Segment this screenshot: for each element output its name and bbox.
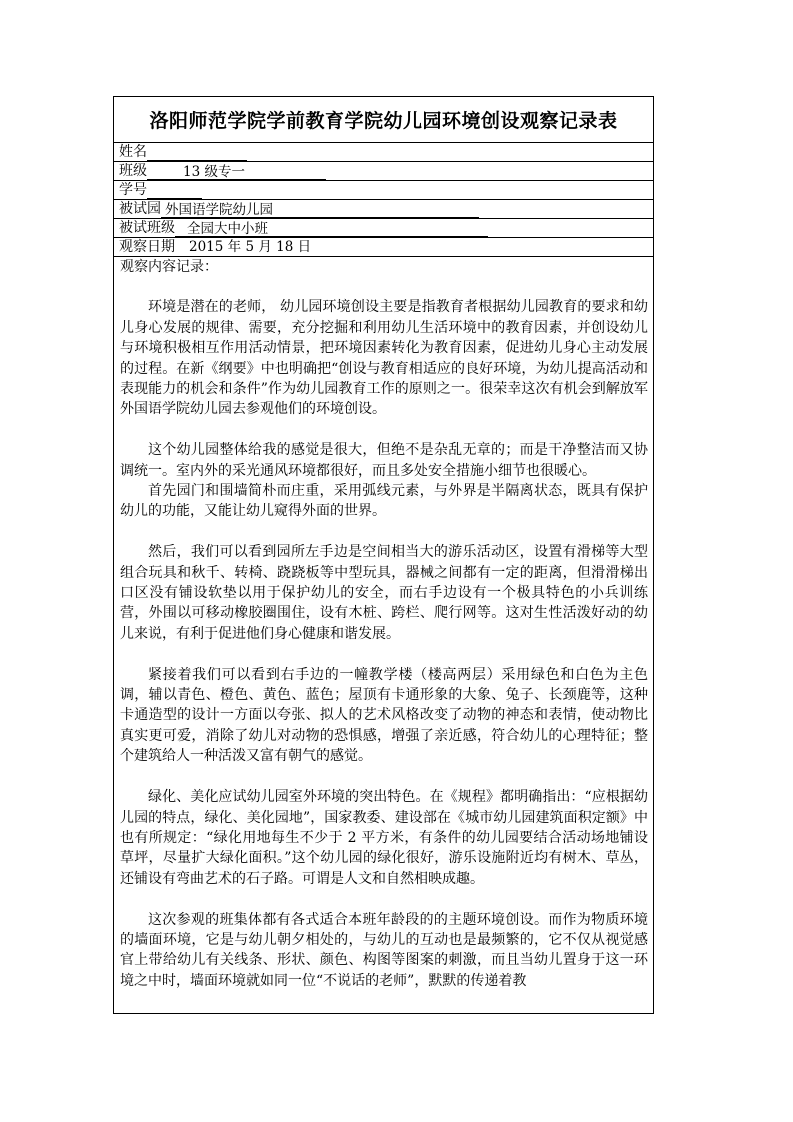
notes-paragraph: 绿化、美化应试幼儿园室外环境的突出特色。在《规程》都明确指出：“应根据幼儿园的特点，绿化、美化园地”，国家教委、建设部在《城市幼儿园建筑面积定额》中也有所规定：“绿化用地每生不少于 2 平方米，有条件的幼儿园要结合活动场地铺设草坪，尽量扩大绿化面积。”这个幼儿园的绿化很好，游乐设施附近均有树木、草丛，还铺设有弯曲艺术的石子路。可谓是人文和自然相映成趣。	[120, 789, 648, 887]
notes-paragraph: 环境是潜在的老师， 幼儿园环境创设主要是指教育者根据幼儿园教育的要求和幼儿身心发展的规律、需要，充分挖掘和利用幼儿生活环境中的教育因素，并创设幼儿与环境积极相互作用活动情景，把环境因素转化为教育因素，促进幼儿身心主动发展的过程。在新《纲要》中也明确把“创设与教育相适应的良好环境，为幼儿提高活动和表现能力的机会和条件”作为幼儿园教育工作的原则之一。很荣幸这次有机会到解放军外国语学院幼儿园去参观他们的环境创设。	[120, 299, 648, 418]
student-id-row	[114, 181, 653, 200]
date-label: 观察日期	[119, 239, 175, 255]
date-value[interactable]: 2015 年 5 月 18 日	[189, 239, 312, 255]
student-id-field[interactable]	[147, 183, 202, 199]
test-class-label: 被试班级	[119, 220, 175, 236]
observation-record-form	[113, 96, 654, 1014]
class-field[interactable]: 13 级专一	[147, 165, 326, 180]
student-id-label: 学号	[119, 182, 147, 198]
notes-label: 观察内容记录：	[120, 259, 218, 275]
test-class-field[interactable]: 全园大中小班	[175, 222, 488, 237]
class-label: 班级	[119, 163, 147, 179]
date-row	[114, 238, 653, 257]
notes-paragraph: 紧接着我们可以看到右手边的一幢教学楼（楼高两层）采用绿色和白色为主色调，辅以青色、橙色、黄色、蓝色；屋顶有卡通形象的大象、兔子、长颈鹿等，这种卡通造型的设计一方面以夸张、拟人的艺术风格改变了动物的神态和表情，使动物比真实更可爱，消除了幼儿对动物的恐惧感，增强了亲近感，符合幼儿的心理特征；整个建筑给人一种活泼又富有朝气的感觉。	[120, 666, 648, 765]
kindergarten-label: 被试园	[119, 201, 161, 217]
name-field[interactable]	[147, 145, 247, 161]
test-class-row	[114, 219, 653, 238]
form-title: 洛阳师范学院学前教育学院幼儿园环境创设观察记录表	[114, 97, 653, 143]
name-row	[114, 143, 653, 162]
kindergarten-row	[114, 200, 653, 219]
notes-paragraph: 首先园门和围墙简朴而庄重，采用弧线元素，与外界是半隔离状态，既具有保护幼儿的功能，又能让幼儿窥得外面的世界。	[120, 483, 648, 520]
name-label: 姓名	[119, 144, 147, 160]
kindergarten-field[interactable]: 外国语学院幼儿园	[161, 203, 479, 218]
notes-paragraph: 这个幼儿园整体给我的感觉是很大，但绝不是杂乱无章的；而是干净整洁而又协调统一。室内外的采光通风环境都很好，而且多处安全措施小细节也很暖心。	[120, 442, 648, 479]
observation-notes	[114, 257, 653, 991]
class-row	[114, 162, 653, 181]
notes-paragraph: 这次参观的班集体都有各式适合本班年龄段的的主题环境创设。而作为物质环境的墙面环境，它是与幼儿朝夕相处的，与幼儿的互动也是最频繁的，它不仅从视觉感官上带给幼儿有关线条、形状、颜色、构图等图案的刺激，而且当幼儿置身于这一环境之中时，墙面环境就如同一位“不说话的老师”，默默的传递着教	[120, 911, 648, 989]
notes-paragraph: 然后，我们可以看到园所左手边是空间相当大的游乐活动区，设置有滑梯等大型组合玩具和秋千、转椅、跷跷板等中型玩具，器械之间都有一定的距离，但滑滑梯出口区没有铺设软垫以用于保护幼儿的安全，而右手边设有一个极具特色的小兵训练营，外围以可移动橡胶圈围住，设有木桩、跨栏、爬行网等。这对生性活泼好动的幼儿来说，有利于促进他们身心健康和谐发展。	[120, 544, 648, 642]
